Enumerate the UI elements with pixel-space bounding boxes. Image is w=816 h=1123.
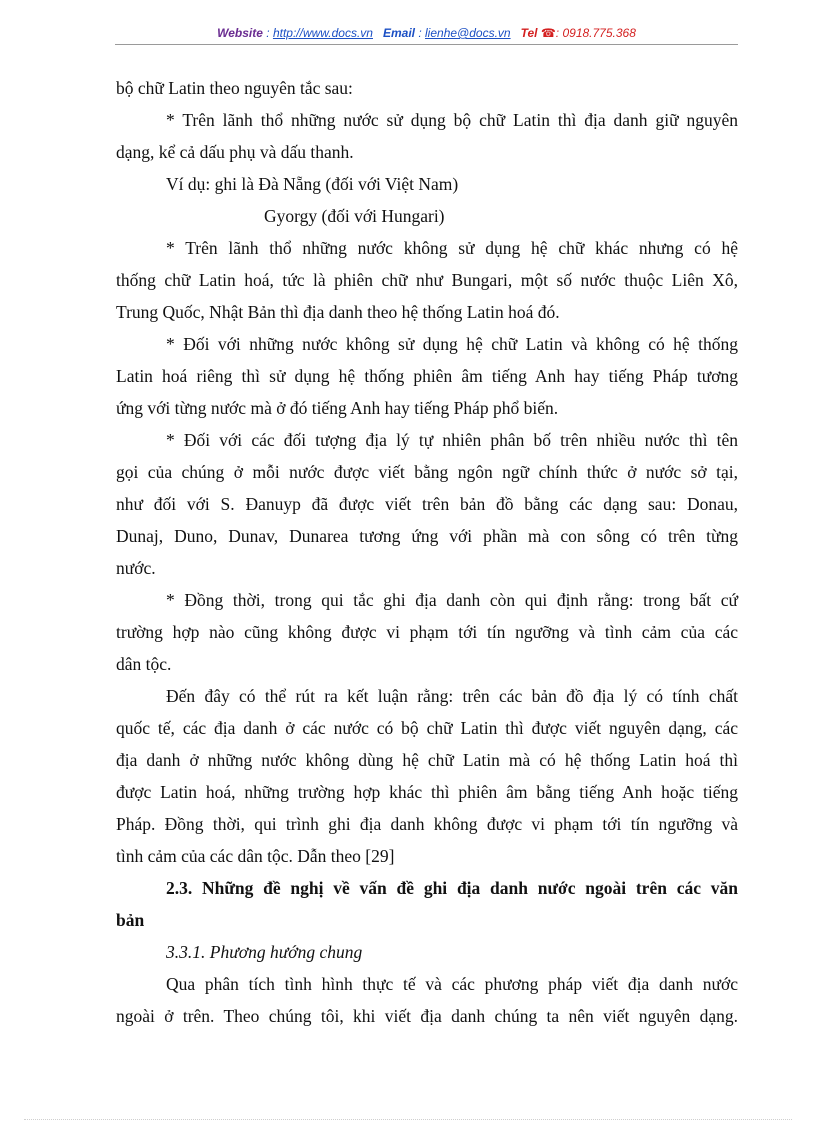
- text-line: gọi của chúng ở mỗi nước được viết bằng ngôn ngữ chính thức ở nước sở tại,: [116, 462, 738, 482]
- email-label: Email: [382, 26, 415, 40]
- text-line: quốc tế, các địa danh ở các nước có bộ chữ Latin thì được viết nguyên dạng, các: [116, 718, 738, 738]
- section-heading: 2.3. Những đề nghị về vấn đề ghi địa danh nước ngoài trên các văn: [166, 878, 738, 898]
- text-line: Qua phân tích tình hình thực tế và các phương pháp viết địa danh nước: [166, 974, 738, 994]
- website-label: Website: [217, 26, 263, 40]
- text-line: * Trên lãnh thổ những nước sử dụng bộ chữ Latin thì địa danh giữ nguyên: [166, 110, 738, 130]
- document-body: [116, 72, 738, 1032]
- text-line: dân tộc.: [116, 654, 172, 674]
- phone-number: : 0918.775.368: [555, 26, 636, 40]
- text-line: thống chữ Latin hoá, tức là phiên chữ như Bungari, một số nước thuộc Liên Xô,: [116, 270, 738, 290]
- website-separator: :: [262, 26, 273, 40]
- text-line: * Trên lãnh thổ những nước không sử dụng hệ chữ khác nhưng có hệ: [166, 238, 738, 258]
- subsection-heading: 3.3.1. Phương hướng chung: [166, 942, 363, 962]
- email-separator: :: [415, 26, 426, 40]
- text-line: dạng, kể cả dấu phụ và dấu thanh.: [116, 142, 354, 162]
- text-line: trường hợp nào cũng không được vi phạm tới tín ngưỡng và tình cảm của các: [116, 622, 738, 642]
- text-line: Pháp. Đồng thời, qui trình ghi địa danh không được vi phạm tới tín ngưỡng và: [116, 814, 738, 834]
- text-line: được Latin hoá, những trường hợp khác thì phiên âm bằng tiếng Anh hoặc tiếng: [116, 782, 738, 802]
- text-line: Dunaj, Duno, Dunav, Dunarea tương ứng với phần mà con sông có trên từng: [116, 526, 738, 546]
- text-line: tình cảm của các dân tộc. Dẫn theo [29]: [116, 846, 395, 866]
- text-line: Latin hoá riêng thì sử dụng hệ thống phiên âm tiếng Anh hay tiếng Pháp tương: [116, 366, 738, 386]
- text-line: * Đối với những nước không sử dụng hệ chữ Latin và không có hệ thống: [166, 334, 738, 354]
- header-divider: [115, 44, 738, 45]
- text-line: Gyorgy (đối với Hungari): [264, 206, 445, 226]
- text-line: * Đồng thời, trong qui tắc ghi địa danh còn qui định rằng: trong bất cứ: [166, 590, 738, 610]
- text-line: ngoài ở trên. Theo chúng tôi, khi viết địa danh chúng ta nên viết nguyên dạng.: [116, 1006, 738, 1026]
- tel-label: Tel: [520, 26, 538, 40]
- text-line: nước.: [116, 558, 156, 578]
- page-header: [115, 24, 738, 42]
- email-link[interactable]: lienhe@docs.vn: [425, 26, 511, 40]
- text-line: Ví dụ: ghi là Đà Nẵng (đối với Việt Nam): [166, 174, 459, 194]
- text-line: ứng với từng nước mà ở đó tiếng Anh hay tiếng Pháp phổ biến.: [116, 398, 559, 418]
- text-line: địa danh ở những nước không dùng hệ chữ Latin mà có hệ thống Latin hoá thì: [116, 750, 738, 770]
- website-link[interactable]: http://www.docs.vn: [272, 26, 373, 40]
- text-line: Đến đây có thể rút ra kết luận rằng: trên các bản đồ địa lý có tính chất: [166, 686, 738, 706]
- phone-icon: ☎: [540, 26, 556, 40]
- text-line: * Đối với các đối tượng địa lý tự nhiên phân bố trên nhiều nước thì tên: [166, 430, 738, 450]
- text-line: như đối với S. Đanuyp đã được viết trên bản đồ bằng các dạng sau: Donau,: [116, 494, 738, 514]
- text-line: Trung Quốc, Nhật Bản thì địa danh theo hệ thống Latin hoá đó.: [116, 302, 560, 322]
- footer-divider: [24, 1119, 792, 1120]
- section-heading-cont: bản: [116, 910, 145, 930]
- text-line: bộ chữ Latin theo nguyên tắc sau:: [116, 78, 353, 98]
